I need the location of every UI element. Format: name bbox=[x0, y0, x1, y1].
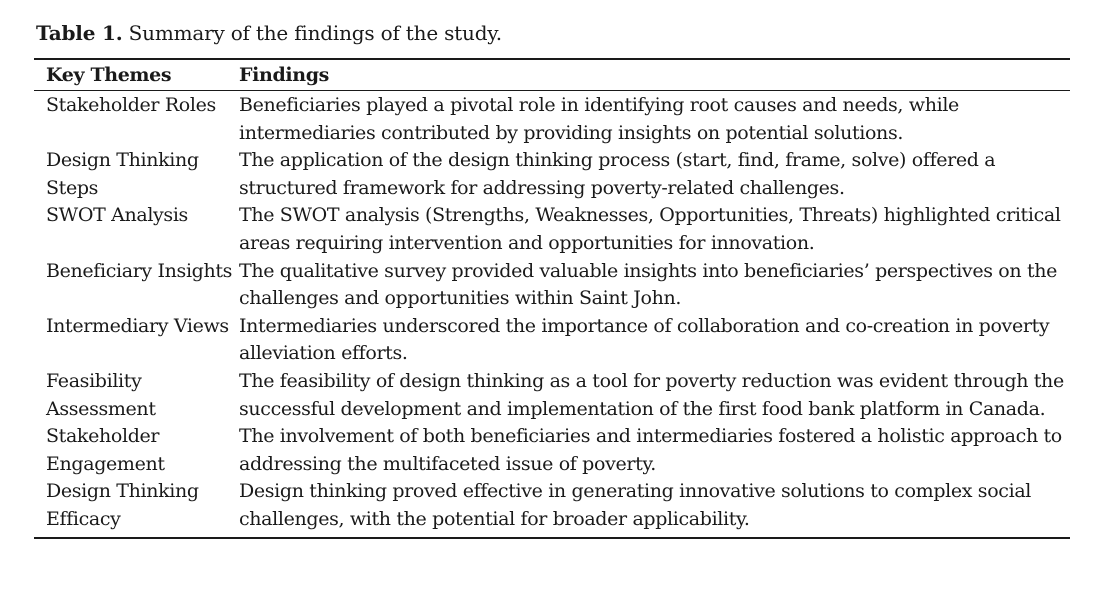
header-findings: Findings bbox=[239, 64, 330, 86]
theme-cell: Design Thinking Steps bbox=[46, 149, 199, 199]
findings-cell: The involvement of both beneficiaries and intermediaries fostered a holistic approach to addressing the multifaceted issue of poverty. bbox=[239, 425, 1062, 475]
table-header-row bbox=[34, 60, 1070, 90]
table-body bbox=[34, 91, 1070, 534]
findings-cell: The qualitative survey provided valuable insights into beneficiaries’ perspectives on the challenges and opportunities within Saint John. bbox=[239, 259, 1058, 310]
table-row bbox=[34, 92, 1070, 147]
theme-cell: Intermediary Views bbox=[46, 314, 229, 337]
table-row bbox=[34, 368, 1070, 423]
theme-cell: Stakeholder Roles bbox=[46, 94, 216, 116]
theme-cell: Stakeholder Engagement bbox=[46, 425, 165, 475]
findings-cell: The feasibility of design thinking as a tool for poverty reduction was evident through the successful development and implementation of the first food bank platform in Canada. bbox=[239, 369, 1064, 420]
table-bottom-rule bbox=[34, 537, 1070, 539]
theme-cell: Design Thinking Efficacy bbox=[46, 480, 199, 530]
findings-cell: Intermediaries underscored the importance of collaboration and co-creation in poverty alleviation efforts. bbox=[239, 314, 1050, 365]
findings-table bbox=[34, 58, 1070, 539]
theme-cell: Beneficiary Insights bbox=[46, 259, 233, 282]
table-row bbox=[34, 202, 1070, 257]
table-caption-label: Table 1. bbox=[36, 21, 123, 45]
theme-cell: SWOT Analysis bbox=[46, 204, 188, 227]
table-row bbox=[34, 147, 1070, 202]
findings-cell: Design thinking proved effective in generating innovative solutions to complex social challenges, with the potential for broader applicability. bbox=[239, 480, 1032, 530]
findings-cell: The SWOT analysis (Strengths, Weaknesses, Opportunities, Threats) highlighted critical areas requiring intervention and opportunities for innovation. bbox=[239, 204, 1061, 254]
table-row bbox=[34, 258, 1070, 313]
table-row bbox=[34, 478, 1070, 533]
table-caption bbox=[36, 20, 502, 46]
table-row bbox=[34, 313, 1070, 368]
header-key-themes: Key Themes bbox=[46, 64, 172, 86]
theme-cell: Feasibility Assessment bbox=[46, 369, 156, 420]
findings-cell: The application of the design thinking process (start, find, frame, solve) offered a structured framework for addressing poverty-related challenges. bbox=[239, 149, 996, 199]
table-caption-text: Summary of the findings of the study. bbox=[128, 21, 502, 45]
table-row bbox=[34, 423, 1070, 478]
findings-cell: Beneficiaries played a pivotal role in identifying root causes and needs, while intermediaries contributed by providing insights on potential solutions. bbox=[239, 94, 959, 144]
